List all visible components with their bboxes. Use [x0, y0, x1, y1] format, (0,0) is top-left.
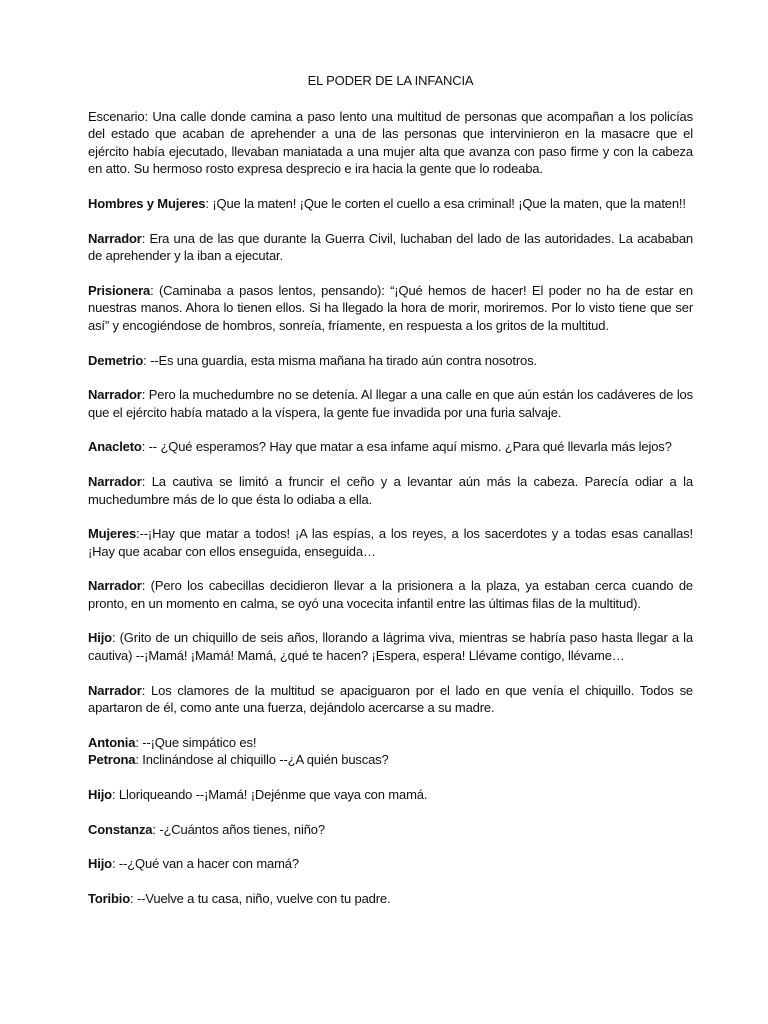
- dialogue-line-antonia: [88, 734, 693, 752]
- escenario-paragraph: Escenario: Una calle donde camina a paso lento una multitud de personas que acompañan a los policías del estado que acaban de aprehender a una de las personas que intervinieron en la masacre que el ejército había ejecutado, llevaban maniatada a una mujer alta que avanza con paso firme y con la cabeza en atto. Su hermoso rosto expresa desprecio e ira hacia la gente que lo rodeaba.: [88, 108, 693, 177]
- speaker-name: Petrona: [88, 752, 136, 768]
- speaker-name: Narrador: [88, 578, 142, 594]
- dialogue-line-constanza: [88, 821, 693, 839]
- dialogue-line-petrona: [88, 751, 693, 769]
- dialogue-text: : Era una de las que durante la Guerra Civil, luchaban del lado de las autoridades. La acababan de aprehender y la iban a ejecutar.: [88, 230, 693, 264]
- dialogue-text: : ¡Que la maten! ¡Que le corten el cuello a esa criminal! ¡Que la maten, que la maten!!: [205, 195, 686, 211]
- speaker-name: Mujeres: [88, 526, 137, 542]
- dialogue-line-prisionera: [88, 282, 693, 335]
- speaker-name: Hijo: [88, 856, 112, 872]
- dialogue-text: : --Vuelve a tu casa, niño, vuelve con tu padre.: [130, 890, 391, 906]
- dialogue-line-mujeres: [88, 525, 693, 560]
- document-title: EL PODER DE LA INFANCIA: [307, 73, 474, 88]
- speaker-name: Hijo: [88, 630, 112, 646]
- dialogue-text: : La cautiva se limitó a fruncir el ceño y a levantar aún más la cabeza. Parecía odiar a la muchedumbre más de lo que ésta lo odiaba a ella.: [88, 473, 693, 507]
- dialogue-text: : Inclinándose al chiquillo --¿A quién buscas?: [135, 752, 389, 768]
- speaker-name: Constanza: [88, 821, 153, 837]
- dialogue-text: : --Es una guardia, esta misma mañana ha tirado aún contra nosotros.: [143, 352, 537, 368]
- speaker-name: Toribio: [88, 890, 131, 906]
- dialogue-line-narrador: [88, 386, 693, 421]
- dialogue-line-narrador: [88, 682, 693, 717]
- dialogue-text: : (Grito de un chiquillo de seis años, llorando a lágrima viva, mientras se habría paso hasta llegar a la cautiva) --¡Mamá! ¡Mamá! Mamá, ¿qué te hacen? ¡Espera, espera! Llévame contigo, llévame…: [88, 630, 693, 664]
- dialogue-line-narrador: [88, 473, 693, 508]
- dialogue-line-hijo: [88, 786, 693, 804]
- speaker-name: Demetrio: [88, 352, 144, 368]
- document-page: [88, 72, 693, 924]
- dialogue-line-toribio: [88, 890, 693, 908]
- speaker-name: Antonia: [88, 734, 136, 750]
- dialogue-text: : Lloriqueando --¡Mamá! ¡Dejénme que vaya con mamá.: [111, 787, 428, 803]
- speaker-name: Narrador: [88, 387, 142, 403]
- dialogue-text: : --¿Qué van a hacer con mamá?: [111, 856, 299, 872]
- speaker-name: Hijo: [88, 787, 112, 803]
- dialogue-line-demetrio: [88, 352, 693, 370]
- dialogue-line-narrador: [88, 230, 693, 265]
- dialogue-text: :--¡Hay que matar a todos! ¡A las espías, a los reyes, a los sacerdotes y a todas esas canallas! ¡Hay que acabar con ellos enseguida, enseguida…: [88, 526, 693, 559]
- dialogue-text: : -- ¿Qué esperamos? Hay que matar a esa infame aquí mismo. ¿Para qué llevarla más lejos?: [141, 439, 672, 455]
- dialogue-text: : -¿Cuántos años tienes, niño?: [152, 821, 325, 837]
- speaker-name: Narrador: [88, 682, 142, 698]
- speaker-name: Prisionera: [88, 282, 151, 298]
- speaker-name: Narrador: [88, 230, 142, 246]
- dialogue-text: : (Caminaba a pasos lentos, pensando): “¡Qué hemos de hacer! El poder no ha de estar en nuestras manos. Ahora lo tienen ellos. Si ha llegado la hora de morir, moriremos. Por lo visto tiene que ser así” y encogiéndose de hombros, sonreía, fríamente, en respuesta a los gritos de la multitud.: [88, 282, 693, 333]
- dialogue-text: : --¡Que simpático es!: [135, 734, 257, 750]
- dialogue-line-hombres-mujeres: [88, 195, 693, 213]
- dialogue-text: : Pero la muchedumbre no se detenía. Al llegar a una calle en que aún están los cadáveres de los que el ejército había matado a la víspera, la gente fue invadida por una furia salvaje.: [88, 387, 693, 420]
- dialogue-line-narrador: [88, 577, 693, 612]
- speaker-name: Anacleto: [88, 439, 142, 455]
- dialogue-text: : (Pero los cabecillas decidieron llevar a la prisionera a la plaza, ya estaban cerca cuando de pronto, en un momento en calma, se oyó una vocecita infantil entre las últimas filas de la multitud).: [88, 578, 693, 611]
- dialogue-text: : Los clamores de la multitud se apaciguaron por el lado en que venía el chiquillo. Todos se apartaron de él, como ante una fuerza, dejándolo acercarse a su madre.: [88, 682, 693, 716]
- speaker-name: Narrador: [88, 473, 142, 489]
- dialogue-line-hijo: [88, 855, 693, 873]
- speaker-name: Hombres y Mujeres: [88, 195, 206, 211]
- dialogue-line-anacleto: [88, 438, 693, 456]
- dialogue-line-hijo: [88, 629, 693, 664]
